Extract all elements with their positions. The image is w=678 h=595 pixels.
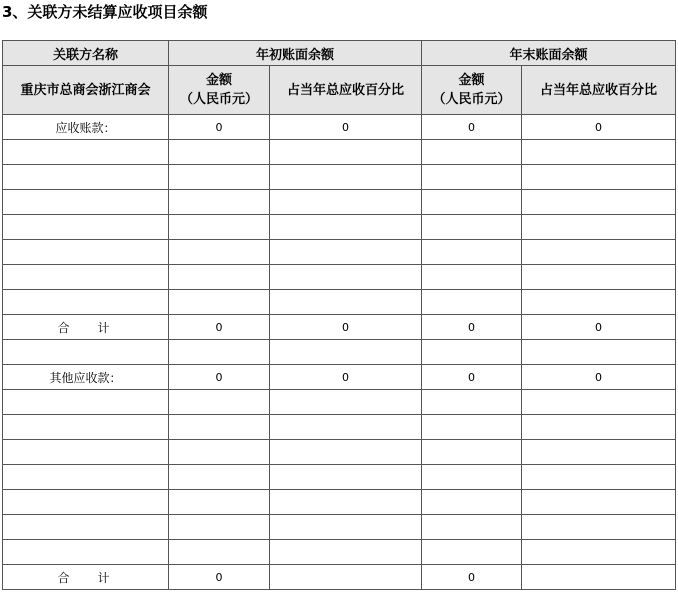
other-receivables-row [3, 365, 676, 390]
value-cell [270, 565, 422, 590]
header-row-1 [3, 41, 676, 66]
empty-row [3, 340, 676, 365]
empty-row [3, 290, 676, 315]
empty-row [3, 465, 676, 490]
value-cell: 0 [422, 565, 522, 590]
value-cell: 0 [270, 115, 422, 140]
value-cell: 0 [270, 365, 422, 390]
section-title: 3、关联方未结算应收项目余额 [2, 3, 208, 21]
empty-row [3, 490, 676, 515]
total-label: 合计 [3, 565, 169, 590]
value-cell: 0 [169, 365, 270, 390]
empty-row [3, 265, 676, 290]
header-party-name: 关联方名称 [3, 41, 169, 66]
empty-row [3, 240, 676, 265]
empty-row [3, 140, 676, 165]
row-label: 应收账款： [3, 115, 169, 140]
currency-label: （人民币元） [432, 92, 511, 107]
value-cell: 0 [522, 115, 676, 140]
header-begin-percent: 占当年总应收百分比 [270, 66, 422, 115]
value-cell: 0 [169, 565, 270, 590]
value-cell: 0 [522, 315, 676, 340]
empty-row [3, 390, 676, 415]
value-cell: 0 [169, 115, 270, 140]
header-end-percent: 占当年总应收百分比 [522, 66, 676, 115]
empty-row [3, 515, 676, 540]
empty-row [3, 415, 676, 440]
value-cell: 0 [422, 315, 522, 340]
party-name-cell: 重庆市总商会浙江商会 [3, 66, 169, 115]
value-cell: 0 [422, 365, 522, 390]
empty-row [3, 540, 676, 565]
empty-row [3, 215, 676, 240]
value-cell: 0 [422, 115, 522, 140]
total-label: 合计 [3, 315, 169, 340]
value-cell: 0 [270, 315, 422, 340]
header-ending-balance: 年末账面余额 [422, 41, 676, 66]
empty-row [3, 440, 676, 465]
currency-label: （人民币元） [179, 92, 258, 107]
header-beginning-balance: 年初账面余额 [169, 41, 422, 66]
header-end-amount [422, 66, 522, 115]
value-cell [522, 565, 676, 590]
value-cell: 0 [169, 315, 270, 340]
header-begin-amount [169, 66, 270, 115]
accounts-receivable-row [3, 115, 676, 140]
row-label: 其他应收款： [3, 365, 169, 390]
amount-label: 金额 [458, 73, 485, 88]
empty-row [3, 165, 676, 190]
receivables-table [2, 40, 676, 590]
value-cell: 0 [522, 365, 676, 390]
header-row-2 [3, 66, 676, 115]
amount-label: 金额 [205, 73, 232, 88]
subtotal-row-receivables [3, 315, 676, 340]
empty-row [3, 190, 676, 215]
subtotal-row-other [3, 565, 676, 590]
